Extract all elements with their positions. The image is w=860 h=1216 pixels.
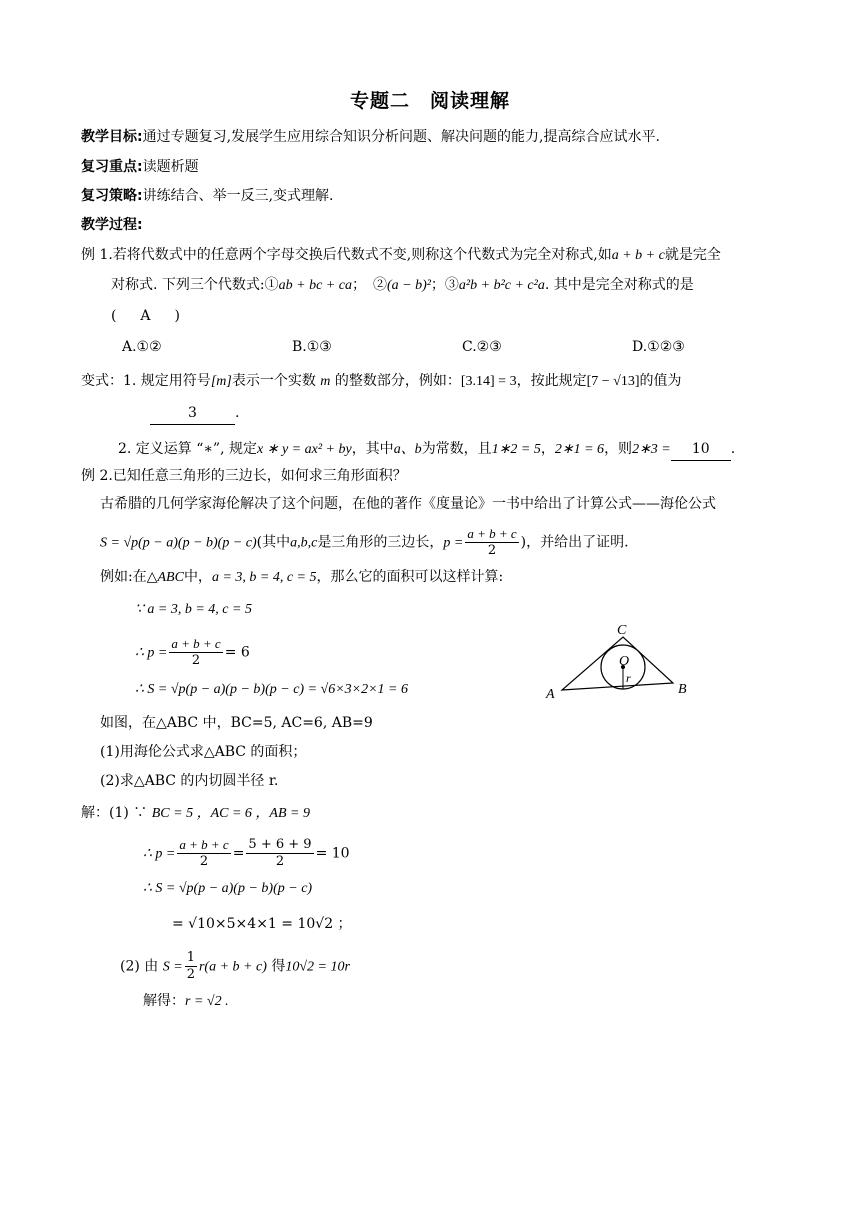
- var2-text: ，其中: [351, 441, 394, 457]
- sol-line-5: [120, 950, 350, 983]
- var2-text: 为常数，且: [421, 441, 492, 457]
- label-b: B: [678, 682, 687, 697]
- ex1-text: . 其中是完全对称式的是: [544, 277, 694, 293]
- numerator: 1: [186, 950, 195, 965]
- sol-line-4: [172, 913, 352, 935]
- ex1-text: 例 1.若将代数式中的任意两个字母交换后代数式不变,则称这个代数式为完全对称式,如: [81, 247, 612, 263]
- sol-result: = 10: [315, 845, 350, 862]
- formula-math: a,b,c: [290, 535, 318, 551]
- ex2-question: 例 2.已知任意三角形的三边长，如何求三角形面积？: [81, 468, 407, 484]
- focus-label: 复习重点:: [81, 159, 143, 175]
- example-math: a = 3, b = 4, c = 5: [211, 570, 317, 585]
- step-2-result: = 6: [224, 644, 250, 661]
- heron-formula-line: [100, 526, 629, 559]
- sol-line-1: [81, 802, 310, 825]
- formula-note: 是三角形的三边长，: [317, 534, 444, 551]
- expr-2: (a − b)²: [386, 278, 431, 293]
- process-line: [81, 214, 143, 236]
- sol-text: (2) 由: [120, 958, 159, 975]
- ex2-paragraph: 古希腊的几何学家海伦解决了这个问题，在他的著作《度量论》一书中给出了计算公式——海伦公式: [100, 496, 716, 512]
- question-1: (1)用海伦公式求△ABC 的面积；: [100, 744, 307, 760]
- option-c: C.②③: [462, 339, 502, 355]
- denominator: 2: [275, 854, 285, 869]
- var2-math: 2∗3 =: [632, 442, 671, 457]
- goal-line: [81, 126, 660, 148]
- ex1-options: [122, 336, 802, 358]
- sol-math: S =: [162, 959, 183, 975]
- var2-math: 2∗1 = 6: [554, 442, 605, 457]
- var1-text: 表示一个实数: [231, 373, 316, 389]
- sol-line-2: [143, 837, 350, 870]
- option-d: D.①②③: [632, 339, 685, 355]
- strategy-text: 讲练结合、举一反三,变式理解.: [142, 188, 334, 204]
- var1-text: 的值为: [639, 373, 682, 389]
- fraction: [246, 837, 313, 870]
- ex1-text: ； ②: [351, 277, 387, 293]
- var1-math: [7 − √13]: [586, 374, 640, 389]
- equals: =: [232, 845, 245, 862]
- sol-line-6: [143, 990, 229, 1013]
- example-text: 中，: [183, 569, 212, 585]
- numerator: a + b + c: [467, 526, 517, 541]
- sol-math: = √10×5×4×1 = 10√2 ；: [172, 916, 352, 932]
- focus-text: 读题析题: [142, 159, 199, 175]
- ex1-math: a + b + c: [611, 248, 665, 263]
- question-2: (2)求△ABC 的内切圆半径 r.: [100, 773, 279, 789]
- option-a: A.①②: [122, 339, 162, 355]
- strategy-label: 复习策略:: [81, 188, 143, 204]
- period: .: [730, 441, 736, 457]
- formula-math: p =: [443, 535, 464, 551]
- step-1: [135, 598, 252, 621]
- var1-text: ，按此规定: [516, 373, 587, 389]
- denominator: 2: [186, 967, 195, 982]
- formula-note: (其中: [256, 534, 291, 551]
- sol-math: ∴ S = √p(p − a)(p − b)(p − c): [143, 881, 313, 896]
- sol-math: 10√2 = 10r: [285, 959, 350, 975]
- var2-answer: 10: [671, 438, 731, 461]
- focus-line: [81, 156, 199, 178]
- example-line: [100, 566, 503, 589]
- step-2-math: ∴ p =: [135, 645, 168, 661]
- denominator: 2: [191, 653, 201, 668]
- sol-math: r(a + b + c): [198, 959, 267, 975]
- var1-line: [81, 370, 682, 393]
- given-line: 如图，在△ABC 中，BC=5, AC=6, AB=9: [100, 715, 373, 731]
- label-o: O: [619, 654, 630, 669]
- paren-open: (: [111, 308, 117, 324]
- numerator: a + b + c: [171, 636, 221, 651]
- ex1-text-end: 就是完全: [664, 247, 721, 263]
- var1-math: m: [320, 374, 331, 389]
- paren-close: ): [174, 308, 180, 324]
- strategy-line: [81, 185, 334, 207]
- sol-math: r = √2 .: [185, 994, 229, 1009]
- triangle-figure: [540, 620, 700, 705]
- expr-3: a²b + b²c + c²a: [458, 278, 545, 293]
- var2-line: [118, 438, 735, 461]
- var1-math: [3.14] = 3: [460, 374, 517, 389]
- ex1-answer: [111, 305, 180, 327]
- sol-text: 解得：: [143, 993, 185, 1009]
- page-title: 专题二 阅读理解: [349, 90, 510, 112]
- denominator: 2: [199, 854, 209, 869]
- option-b: B.①③: [292, 339, 332, 355]
- ex1-text: ；③: [430, 277, 459, 293]
- sol-math: BC = 5 ，AC = 6 ，AB = 9: [151, 806, 310, 821]
- var2-math: a、b: [393, 442, 422, 457]
- numerator: 5 + 6 + 9: [248, 837, 312, 852]
- process-label: 教学过程:: [81, 217, 143, 233]
- sol-line-3: [143, 877, 312, 900]
- var1-text: 的整数部分，例如：: [334, 373, 461, 389]
- fraction: [169, 636, 222, 669]
- step-3-math: ∴ S = √p(p − a)(p − b)(p − c) = √6×3×2×1 = 6: [135, 682, 408, 697]
- var2-text: ，: [540, 441, 555, 457]
- var1-math: [m]: [210, 374, 232, 389]
- var2-math: 1∗2 = 5: [491, 442, 541, 457]
- heron-formula: S = √p(p − a)(p − b)(p − c): [100, 535, 257, 551]
- label-r: r: [626, 671, 631, 685]
- denominator: 2: [487, 543, 497, 558]
- var2-math: x ∗ y = ax² + by: [257, 442, 352, 457]
- period: .: [235, 405, 240, 421]
- sol-math: ∴ p =: [143, 846, 176, 862]
- step-3: [135, 678, 408, 701]
- sol-text: 得: [271, 958, 286, 975]
- example-text: ，那么它的面积可以这样计算:: [316, 569, 504, 585]
- var1-answer: 3: [150, 402, 235, 425]
- step-2: [135, 636, 250, 669]
- numerator: a + b + c: [179, 837, 229, 852]
- fraction: [185, 950, 197, 983]
- example-math: ABC: [157, 570, 184, 585]
- ex1-line2: [111, 274, 694, 297]
- var2-text: 2. 定义运算 “∗”, 规定: [118, 441, 257, 457]
- label-c: C: [617, 623, 627, 638]
- goal-text: 通过专题复习,发展学生应用综合知识分析问题、解决问题的能力,提高综合应试水平.: [142, 129, 660, 145]
- step-1-math: ∵ a = 3, b = 4, c = 5: [135, 602, 252, 617]
- expr-1: ab + bc + ca: [278, 278, 352, 293]
- formula-note: )，并给出了证明.: [520, 534, 629, 551]
- var2-text: ，则: [604, 441, 633, 457]
- triangle-abc: [562, 637, 673, 690]
- example-text: 例如:在△: [100, 569, 158, 585]
- goal-label: 教学目标:: [81, 129, 143, 145]
- answer-value: A: [140, 308, 151, 324]
- label-a: A: [546, 687, 555, 702]
- fraction: [177, 837, 230, 870]
- sol-text: 解：(1) ∵: [81, 805, 148, 821]
- ex1-line1: [81, 244, 721, 267]
- fraction: [465, 526, 518, 559]
- var1-answer-line: [150, 402, 239, 425]
- var1-text: 变式：1. 规定用符号: [81, 373, 211, 389]
- ex1-text: 对称式. 下列三个代数式:①: [111, 277, 279, 293]
